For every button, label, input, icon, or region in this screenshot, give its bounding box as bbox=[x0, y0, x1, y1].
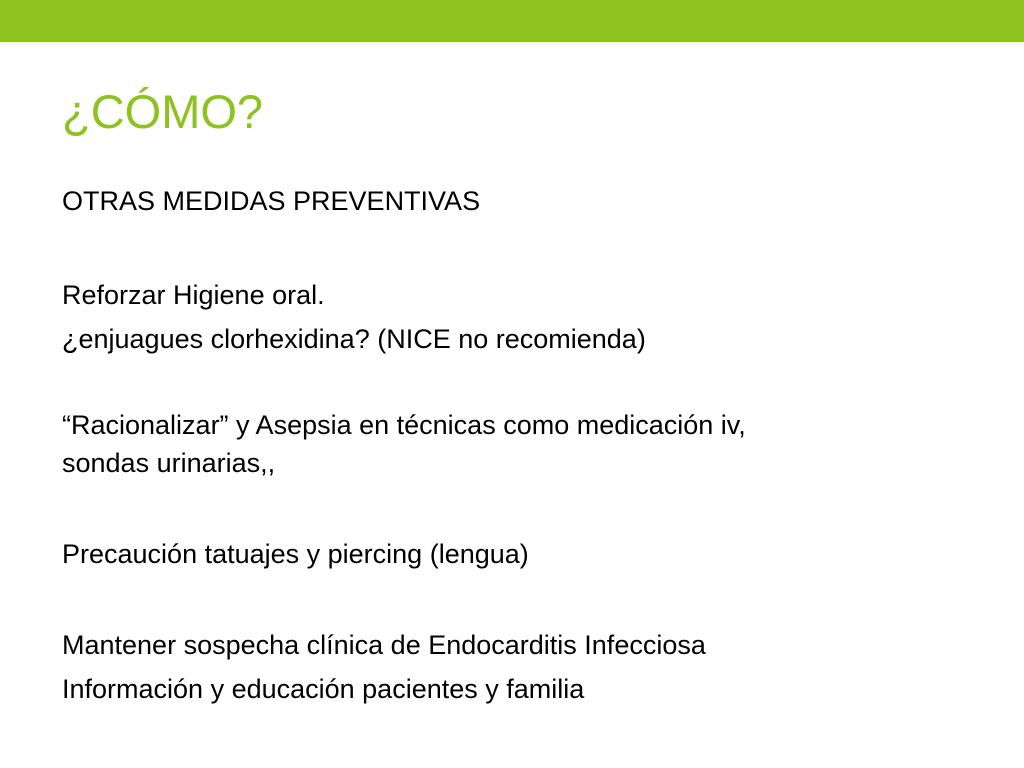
content-line-clinical-suspicion: Mantener sospecha clínica de Endocarditis Infecciosa bbox=[62, 630, 706, 660]
content-line-patient-education: Información y educación pacientes y familia bbox=[62, 674, 585, 704]
content-line-asepsis: “Racionalizar” y Asepsia en técnicas como medicación iv, bbox=[62, 410, 746, 440]
content-line-urinary-catheters: sondas urinarias,, bbox=[62, 448, 276, 478]
slide-title: ¿CÓMO? bbox=[62, 85, 264, 138]
top-accent-bar bbox=[0, 0, 1024, 42]
content-line-chlorhexidine: ¿enjuagues clorhexidina? (NICE no recomienda) bbox=[62, 324, 646, 354]
content-line-tattoos-piercing: Precaución tatuajes y piercing (lengua) bbox=[62, 539, 529, 569]
content-line-oral-hygiene: Reforzar Higiene oral. bbox=[62, 280, 325, 310]
slide-subtitle: OTRAS MEDIDAS PREVENTIVAS bbox=[62, 186, 481, 216]
